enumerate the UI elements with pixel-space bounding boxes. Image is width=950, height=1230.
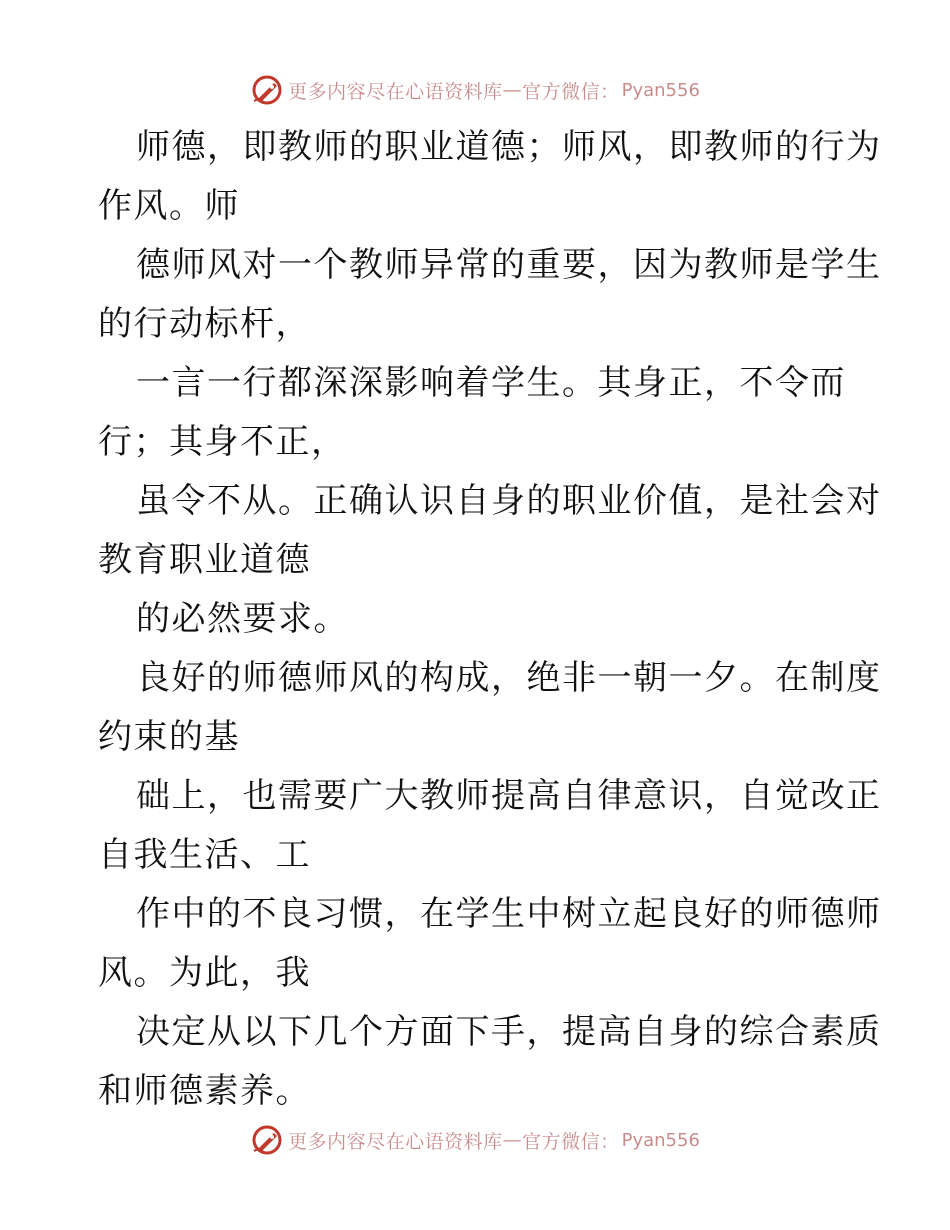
text-line: 的必然要求。 [136, 599, 349, 639]
text-line: 行；其身不正， [98, 422, 347, 462]
text-line: 的行动标杆， [98, 304, 311, 344]
pen-nib-logo-icon [250, 73, 284, 107]
text-line: 作中的不良习惯，在学生中树立起良好的师德师 [136, 894, 882, 934]
text-line: 础上，也需要广大教师提高自律意识，自觉改正 [136, 776, 882, 816]
text-line: 良好的师德师风的构成，绝非一朝一夕。在制度 [136, 658, 882, 698]
text-line: 自我生活、工 [98, 835, 311, 875]
banner-separator: — [502, 1129, 523, 1151]
banner-site-text: 更多内容尽在心语资料库 [288, 80, 503, 103]
footer-banner [0, 1120, 950, 1160]
text-line: 和师德素养。 [98, 1071, 311, 1111]
text-line: 一言一行都深深影响着学生。其身正，不令而 [136, 363, 846, 403]
banner-wechat-label: 官方微信： [522, 1130, 620, 1153]
pen-nib-logo-icon [250, 1123, 284, 1157]
text-line: 风。为此，我 [98, 953, 311, 993]
text-line: 师德，即教师的职业道德；师风，即教师的行为 [136, 127, 882, 167]
text-line: 决定从以下几个方面下手，提高自身的综合素质 [136, 1012, 882, 1052]
banner-site-text: 更多内容尽在心语资料库 [288, 1130, 503, 1153]
text-line: 作风。师 [98, 186, 240, 226]
text-line: 约束的基 [98, 717, 240, 757]
text-line: 教育职业道德 [98, 540, 311, 580]
banner-separator: — [502, 79, 523, 101]
banner-wechat-id: Pyan556 [621, 79, 700, 101]
banner-wechat-label: 官方微信： [522, 80, 620, 103]
text-line: 德师风对一个教师异常的重要，因为教师是学生 [136, 245, 882, 285]
banner-wechat-id: Pyan556 [621, 1129, 700, 1151]
header-banner [0, 70, 950, 110]
text-line: 虽令不从。正确认识自身的职业价值，是社会对 [136, 481, 882, 521]
document-body [98, 118, 882, 1121]
